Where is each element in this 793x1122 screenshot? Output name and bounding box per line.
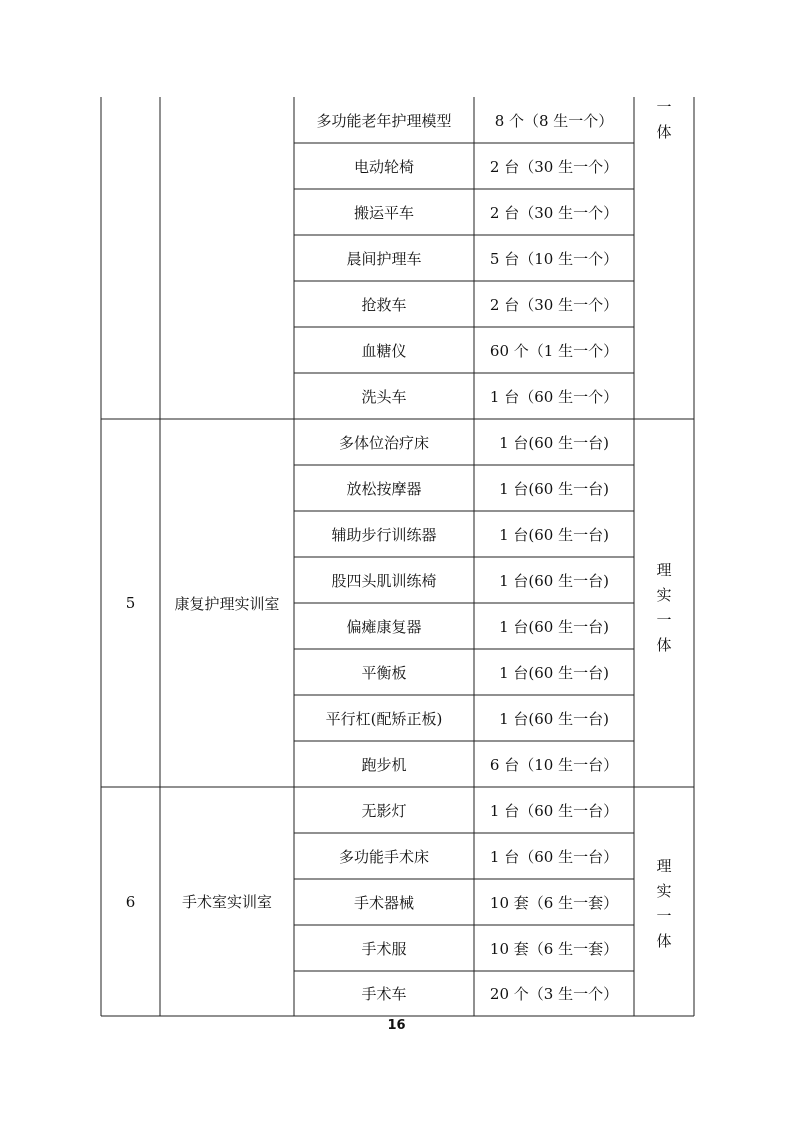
table-cell-item: 平衡板 bbox=[361, 663, 407, 682]
mode-char: 一 bbox=[656, 907, 672, 925]
mode-char: 体 bbox=[656, 932, 672, 950]
table-cell-qty: 8 个（8 生一个） bbox=[494, 111, 614, 130]
table-cell-item: 跑步机 bbox=[361, 755, 407, 774]
table-cell-qty: 20 个（3 生一个） bbox=[489, 985, 619, 1003]
table-cell-room: 手术室实训室 bbox=[181, 893, 272, 911]
mode-char: 实 bbox=[656, 586, 672, 604]
table-cell-qty: 2 台（30 生一个） bbox=[489, 295, 619, 314]
table-cell-item: 电动轮椅 bbox=[353, 157, 414, 176]
table-cell-mode bbox=[634, 558, 694, 658]
table-cell-qty: 1 台（60 生一台） bbox=[489, 847, 619, 866]
table-cell-mode bbox=[634, 95, 694, 145]
table-cell-qty: 2 台（30 生一个） bbox=[489, 157, 619, 176]
mode-char: 一 bbox=[656, 611, 672, 629]
table-cell-item: 辅助步行训练器 bbox=[331, 525, 437, 544]
table-cell-item: 手术车 bbox=[361, 985, 407, 1003]
mode-char: 理 bbox=[656, 857, 672, 875]
table-cell-item: 放松按摩器 bbox=[346, 479, 422, 498]
table-cell-room: 康复护理实训室 bbox=[174, 594, 280, 613]
table-cell-item: 股四头肌训练椅 bbox=[331, 571, 437, 590]
table-cell-qty: 10 套（6 生一套） bbox=[489, 893, 619, 912]
table-cell-item: 偏瘫康复器 bbox=[346, 617, 422, 636]
table-cell-qty: 1 台（60 生一台） bbox=[489, 801, 619, 820]
table-cell-item: 平行杠(配矫正板) bbox=[325, 709, 443, 728]
table-cell-item: 抢救车 bbox=[361, 295, 407, 314]
table-cell-item: 洗头车 bbox=[361, 387, 407, 406]
table-cell-item: 无影灯 bbox=[361, 801, 407, 820]
table-cell-qty: 1 台(60 生一台) bbox=[499, 479, 609, 498]
table-cell-qty: 1 台(60 生一台) bbox=[499, 617, 609, 636]
table-cell-qty: 60 个（1 生一个） bbox=[489, 341, 619, 360]
table-cell-item: 多功能老年护理模型 bbox=[316, 111, 452, 130]
mode-char: 一 bbox=[656, 98, 672, 116]
table-cell-item: 手术服 bbox=[361, 939, 407, 958]
table-cell-qty: 10 套（6 生一套） bbox=[489, 939, 619, 958]
table-cell-mode bbox=[634, 854, 694, 954]
mode-char: 体 bbox=[656, 123, 672, 141]
table-cell-item: 多功能手术床 bbox=[338, 847, 429, 866]
table-cell-qty: 1 台(60 生一台) bbox=[499, 663, 609, 682]
mode-char: 体 bbox=[656, 636, 672, 654]
mode-char: 实 bbox=[656, 882, 672, 900]
table-cell-item: 晨间护理车 bbox=[346, 249, 422, 268]
table-cell-qty: 1 台(60 生一台) bbox=[499, 571, 609, 590]
mode-char: 理 bbox=[656, 561, 672, 579]
table-cell-no: 5 bbox=[125, 594, 136, 612]
table-cell-qty: 2 台（30 生一个） bbox=[489, 203, 619, 222]
table-cell-item: 血糖仪 bbox=[361, 341, 407, 360]
table-cell-item: 搬运平车 bbox=[353, 203, 414, 222]
page-number: 16 bbox=[387, 1018, 406, 1033]
table-cell-qty: 1 台(60 生一台) bbox=[499, 525, 609, 544]
table-cell-item: 多体位治疗床 bbox=[338, 433, 429, 452]
table-cell-qty: 1 台（60 生一个） bbox=[489, 387, 619, 406]
table-cell-item: 手术器械 bbox=[353, 893, 414, 912]
table-cell-qty: 1 台(60 生一台) bbox=[499, 433, 609, 452]
table-cell-no: 6 bbox=[125, 892, 136, 911]
table-cell-qty: 6 台（10 生一台） bbox=[489, 755, 619, 774]
table-cell-qty: 1 台(60 生一台) bbox=[499, 709, 609, 728]
table-cell-qty: 5 台（10 生一个） bbox=[489, 249, 619, 268]
